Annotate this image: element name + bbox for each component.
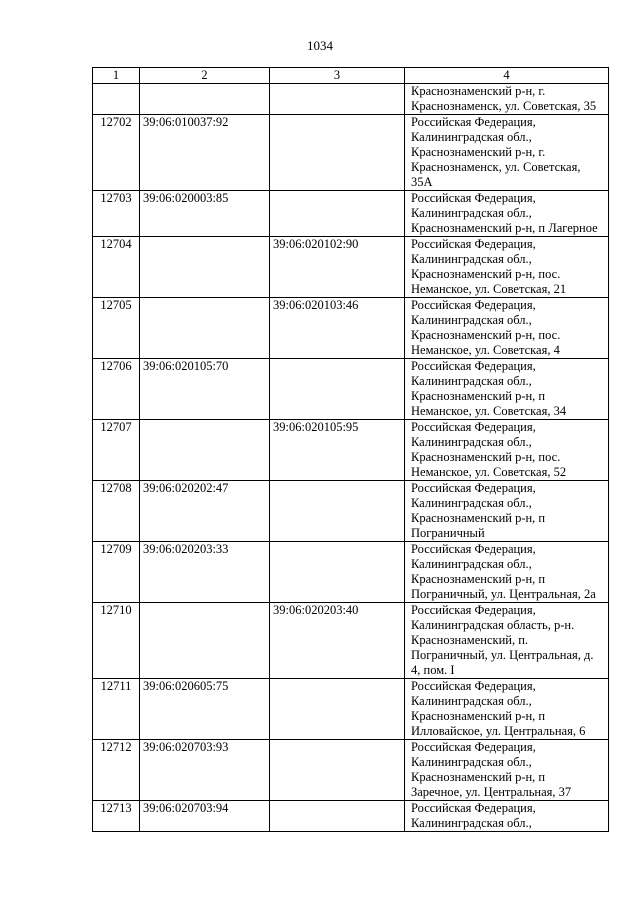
cadastral-number-col-3 bbox=[270, 84, 405, 115]
address-line: Российская Федерация, bbox=[411, 298, 536, 312]
table-row bbox=[93, 298, 609, 359]
row-number: 12705 bbox=[93, 298, 140, 359]
row-number bbox=[93, 84, 140, 115]
address-line: Краснознаменский р-н, п Лагерное bbox=[411, 221, 598, 235]
address-cell bbox=[405, 237, 609, 298]
table-row bbox=[93, 359, 609, 420]
cadastral-number-col-3 bbox=[270, 191, 405, 237]
cadastral-number-col-2: 39:06:020203:33 bbox=[140, 542, 270, 603]
header-col-3: 3 bbox=[270, 68, 405, 84]
cadastral-number-col-2: 39:06:020605:75 bbox=[140, 679, 270, 740]
address-line: Калининградская обл., bbox=[411, 313, 532, 327]
address-line: Калининградская обл., bbox=[411, 755, 532, 769]
cadastral-number-col-2: 39:06:020703:93 bbox=[140, 740, 270, 801]
table-row bbox=[93, 115, 609, 191]
cadastral-number-col-3: 39:06:020103:46 bbox=[270, 298, 405, 359]
table-header bbox=[93, 68, 609, 84]
cadastral-number-col-3 bbox=[270, 542, 405, 603]
address-line: 4, пом. I bbox=[411, 663, 455, 677]
address-line: Российская Федерация, bbox=[411, 679, 536, 693]
address-cell bbox=[405, 191, 609, 237]
row-number: 12707 bbox=[93, 420, 140, 481]
address-cell bbox=[405, 298, 609, 359]
row-number: 12712 bbox=[93, 740, 140, 801]
address-line: Калининградская обл., bbox=[411, 374, 532, 388]
table-row bbox=[93, 740, 609, 801]
address-line: Российская Федерация, bbox=[411, 740, 536, 754]
cadastral-number-col-2 bbox=[140, 84, 270, 115]
address-line: Российская Федерация, bbox=[411, 481, 536, 495]
table-row bbox=[93, 84, 609, 115]
address-line: Неманское, ул. Советская, 52 bbox=[411, 465, 567, 479]
row-number: 12708 bbox=[93, 481, 140, 542]
address-line: Неманское, ул. Советская, 21 bbox=[411, 282, 567, 296]
row-number: 12713 bbox=[93, 801, 140, 832]
address-cell bbox=[405, 740, 609, 801]
header-col-1: 1 bbox=[93, 68, 140, 84]
table-row bbox=[93, 801, 609, 832]
table-row bbox=[93, 542, 609, 603]
row-number: 12706 bbox=[93, 359, 140, 420]
address-line: Краснознаменский р-н, п bbox=[411, 709, 546, 723]
address-cell bbox=[405, 359, 609, 420]
address-cell bbox=[405, 603, 609, 679]
address-line: Краснознаменский р-н, г. bbox=[411, 145, 546, 159]
table-row bbox=[93, 603, 609, 679]
cadastral-number-col-3 bbox=[270, 481, 405, 542]
cadastral-number-col-2: 39:06:020703:94 bbox=[140, 801, 270, 832]
address-cell bbox=[405, 84, 609, 115]
address-line: Краснознаменский р-н, п bbox=[411, 389, 546, 403]
address-line: Российская Федерация, bbox=[411, 237, 536, 251]
address-line: Пограничный, ул. Центральная, д. bbox=[411, 648, 594, 662]
address-line: Калининградская обл., bbox=[411, 252, 532, 266]
address-line: Краснознаменский, п. bbox=[411, 633, 529, 647]
address-cell bbox=[405, 115, 609, 191]
cadastral-number-col-3 bbox=[270, 801, 405, 832]
table-row bbox=[93, 481, 609, 542]
address-line: Калининградская обл., bbox=[411, 496, 532, 510]
address-line: Пограничный, ул. Центральная, 2а bbox=[411, 587, 596, 601]
cadastral-number-col-3 bbox=[270, 115, 405, 191]
address-line: Российская Федерация, bbox=[411, 420, 536, 434]
address-cell bbox=[405, 801, 609, 832]
address-line: Краснознаменский р-н, п bbox=[411, 572, 546, 586]
row-number: 12703 bbox=[93, 191, 140, 237]
address-line: Краснознаменский р-н, пос. bbox=[411, 267, 561, 281]
address-cell bbox=[405, 420, 609, 481]
address-line: Российская Федерация, bbox=[411, 603, 536, 617]
row-number: 12711 bbox=[93, 679, 140, 740]
cadastral-number-col-3: 39:06:020102:90 bbox=[270, 237, 405, 298]
address-line: Пограничный bbox=[411, 526, 485, 540]
address-line: Калининградская область, р-н. bbox=[411, 618, 575, 632]
address-line: Калининградская обл., bbox=[411, 206, 532, 220]
cadastral-number-col-2 bbox=[140, 603, 270, 679]
address-line: Неманское, ул. Советская, 4 bbox=[411, 343, 560, 357]
table-body bbox=[93, 84, 609, 832]
address-line: 35А bbox=[411, 175, 433, 189]
header-col-2: 2 bbox=[140, 68, 270, 84]
address-cell bbox=[405, 542, 609, 603]
cadastral-number-col-2: 39:06:020003:85 bbox=[140, 191, 270, 237]
table-row bbox=[93, 237, 609, 298]
address-line: Краснознаменский р-н, п bbox=[411, 770, 546, 784]
registry-table bbox=[92, 67, 609, 832]
cadastral-number-col-2: 39:06:010037:92 bbox=[140, 115, 270, 191]
address-line: Краснознаменск, ул. Советская, bbox=[411, 160, 581, 174]
address-line: Калининградская обл., bbox=[411, 816, 532, 830]
cadastral-number-col-2 bbox=[140, 237, 270, 298]
cadastral-number-col-2 bbox=[140, 298, 270, 359]
address-cell bbox=[405, 481, 609, 542]
row-number: 12710 bbox=[93, 603, 140, 679]
address-line: Российская Федерация, bbox=[411, 801, 536, 815]
table-row bbox=[93, 191, 609, 237]
address-line: Краснознаменский р-н, п bbox=[411, 511, 546, 525]
address-line: Краснознаменск, ул. Советская, 35 bbox=[411, 99, 597, 113]
cadastral-number-col-3: 39:06:020105:95 bbox=[270, 420, 405, 481]
address-line: Заречное, ул. Центральная, 37 bbox=[411, 785, 572, 799]
row-number: 12702 bbox=[93, 115, 140, 191]
cadastral-number-col-2: 39:06:020105:70 bbox=[140, 359, 270, 420]
cadastral-number-col-3 bbox=[270, 679, 405, 740]
address-cell bbox=[405, 679, 609, 740]
address-line: Калининградская обл., bbox=[411, 435, 532, 449]
row-number: 12709 bbox=[93, 542, 140, 603]
address-line: Российская Федерация, bbox=[411, 191, 536, 205]
address-line: Российская Федерация, bbox=[411, 542, 536, 556]
page-number: 1034 bbox=[307, 38, 333, 53]
address-line: Российская Федерация, bbox=[411, 359, 536, 373]
address-line: Калининградская обл., bbox=[411, 130, 532, 144]
row-number: 12704 bbox=[93, 237, 140, 298]
table-row bbox=[93, 679, 609, 740]
header-col-4: 4 bbox=[405, 68, 609, 84]
table-row bbox=[93, 420, 609, 481]
address-line: Краснознаменский р-н, пос. bbox=[411, 450, 561, 464]
header-row bbox=[93, 68, 609, 84]
cadastral-number-col-3 bbox=[270, 740, 405, 801]
address-line: Краснознаменский р-н, пос. bbox=[411, 328, 561, 342]
address-line: Калининградская обл., bbox=[411, 557, 532, 571]
address-line: Илловайское, ул. Центральная, 6 bbox=[411, 724, 586, 738]
address-line: Российская Федерация, bbox=[411, 115, 536, 129]
address-line: Неманское, ул. Советская, 34 bbox=[411, 404, 567, 418]
address-line: Краснознаменский р-н, г. bbox=[411, 84, 546, 98]
cadastral-number-col-2: 39:06:020202:47 bbox=[140, 481, 270, 542]
cadastral-number-col-3: 39:06:020203:40 bbox=[270, 603, 405, 679]
cadastral-number-col-3 bbox=[270, 359, 405, 420]
cadastral-number-col-2 bbox=[140, 420, 270, 481]
address-line: Калининградская обл., bbox=[411, 694, 532, 708]
